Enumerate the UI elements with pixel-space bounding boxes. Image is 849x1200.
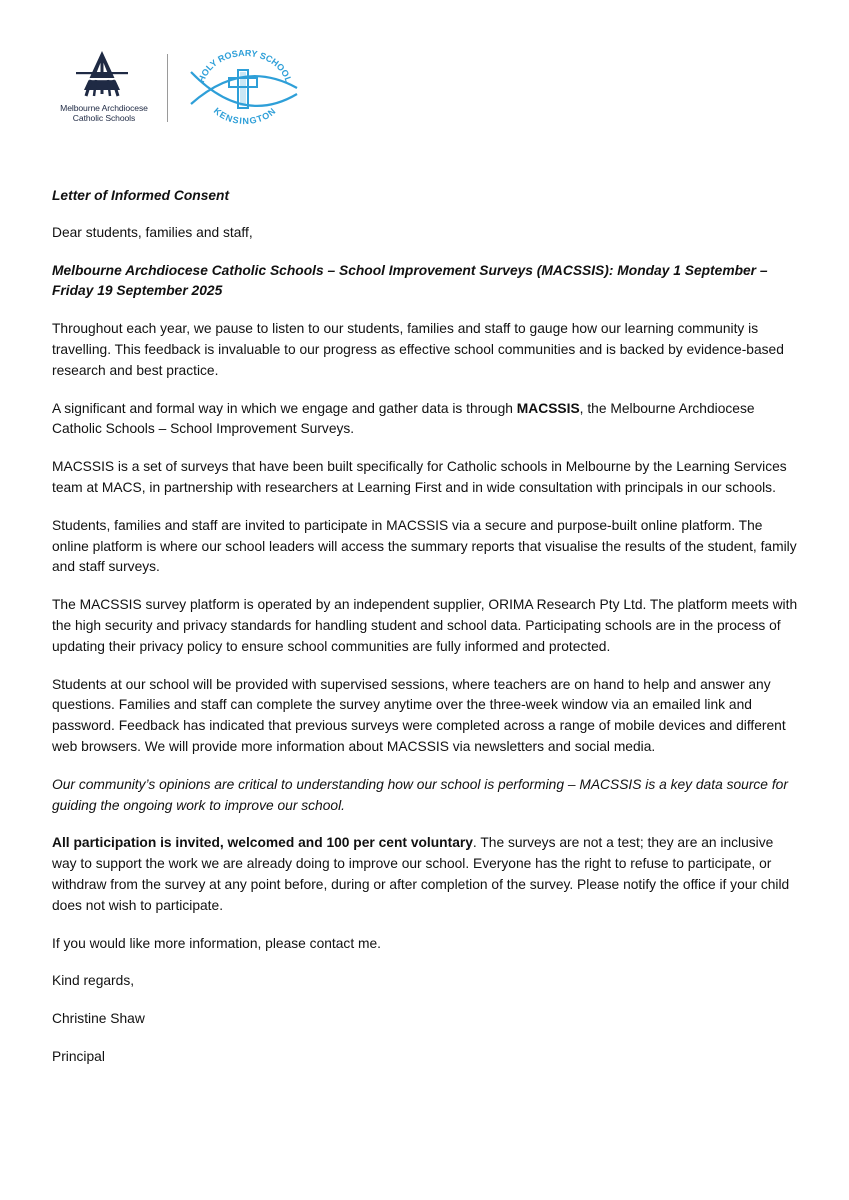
paragraph-intro: Throughout each year, we pause to listen to our students, families and staff to gauge how our learning community is travelling. This feedback is invaluable to our progress as effective school communities and is backed by evidence-based research and best practice. — [52, 321, 784, 378]
closing: Kind regards, — [52, 973, 135, 989]
letter-subject: Melbourne Archdiocese Catholic Schools – School Improvement Surveys (MACSSIS): Monday 1 September – Friday 19 September 2025 — [52, 262, 768, 299]
logo-divider — [167, 54, 168, 122]
paragraph-contact: If you would like more information, please contact me. — [52, 935, 381, 951]
header-logos — [52, 50, 312, 126]
school-logo-bottom-text: KENSINGTON — [211, 105, 279, 126]
letter-title: Letter of Informed Consent — [52, 188, 230, 203]
p8-bold-text: All participation is invited, welcomed and 100 per cent voluntary — [52, 835, 473, 851]
signatory-name: Christine Shaw — [52, 1011, 145, 1027]
p2-bold-text: MACSSIS — [516, 400, 580, 416]
signatory-title: Principal — [52, 1048, 105, 1064]
macs-logo-text — [54, 103, 154, 123]
paragraph-sessions: Students at our school will be provided with supervised sessions, where teachers are on hand to help and answer any questions. Families and staff can complete the survey anytime over the three-week window via an emailed link and password. Feedback has indicated that previous surveys were completed across a range of mobile devices and different web browsers. We will provide more information about MACSSIS via newsletters and social media. — [52, 676, 786, 754]
paragraph-macssis-intro — [52, 399, 800, 441]
p2-text-before: A significant and formal way in which we engage and gather data is through — [52, 400, 517, 416]
greeting: Dear students, families and staff, — [52, 224, 253, 240]
letter-body — [52, 186, 800, 1085]
macs-logo-mark — [74, 50, 130, 98]
paragraph-community-opinions: Our community’s opinions are critical to understanding how our school is performing – MACSSIS is a key data source for guiding the ongoing work to improve our school. — [52, 776, 788, 813]
paragraph-online-platform: Students, families and staff are invited to participate in MACSSIS via a secure and purpose-built online platform. The online platform is where our school leaders will access the summary reports that visualise the results of the student, family and staff surveys. — [52, 517, 797, 575]
holy-rosary-school-logo — [185, 50, 303, 126]
paragraph-macssis-description: MACSSIS is a set of surveys that have been built specifically for Catholic schools in Melbourne by the Learning Services team at MACS, in partnership with researchers at Learning First and in wide consultation with principals in our schools. — [52, 459, 787, 495]
paragraph-orima: The MACSSIS survey platform is operated by an independent supplier, ORIMA Research Pty Ltd. The platform meets with the high security and privacy standards for handling student and school data. Participating schools are in the process of updating their privacy policy to ensure school communities are fully informed and protected. — [52, 597, 798, 654]
school-logo-top-text: HOLY ROSARY SCHOOL — [196, 50, 294, 84]
p8-text-after: . The surveys are not a test; they are an inclusive way to support the work we are already doing to improve our school. Everyone has the right to refuse to participate, or withdraw from the survey at any point before, during or after completion of the survey. Please notify the office if your child does not wish to participate. — [52, 835, 790, 913]
paragraph-voluntary — [52, 833, 800, 916]
macs-logo-text-line2: Catholic Schools — [72, 113, 136, 123]
macs-logo-text-line1: Melbourne Archdiocese — [60, 103, 148, 113]
p2-text-after: , the Melbourne Archdiocese Catholic Schools – School Improvement Surveys. — [52, 400, 755, 437]
